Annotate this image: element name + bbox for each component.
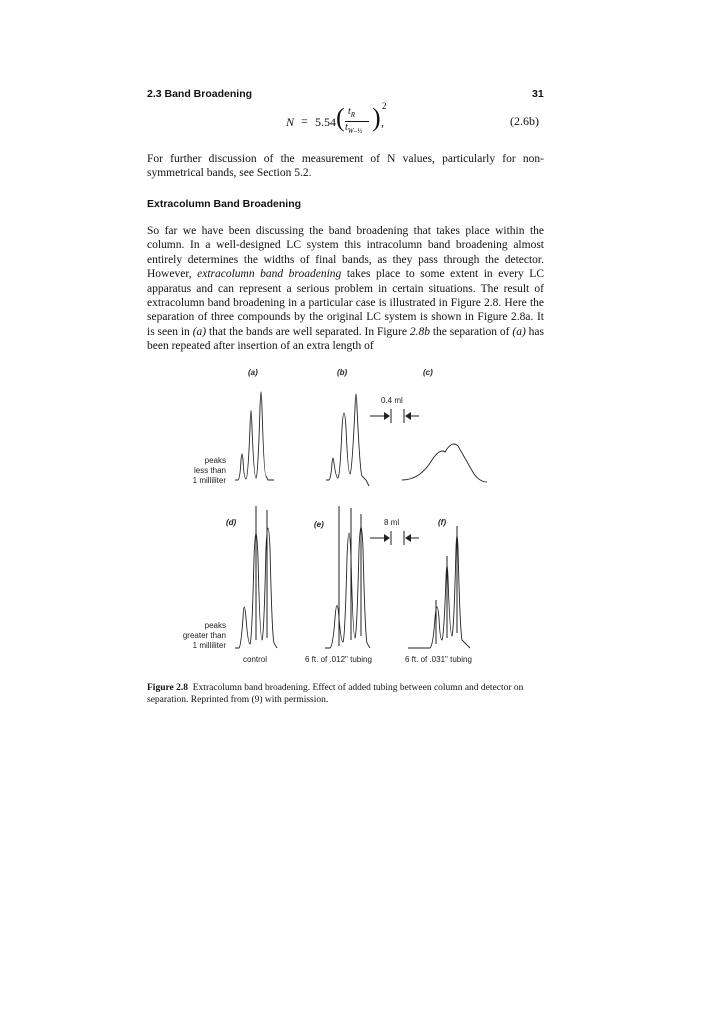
figure-2-8 [140, 368, 560, 678]
chromatogram-e [325, 506, 370, 648]
panel-label-e: (e) [314, 520, 324, 529]
page-number: 31 [532, 88, 544, 100]
column-label-control: control [243, 655, 268, 664]
column-label-031-tubing: 6 ft. of .031" tubing [405, 655, 472, 664]
equation-power: 2 [382, 101, 387, 111]
section-subheading: Extracolumn Band Broadening [147, 198, 302, 210]
equation-coefficient: 5.54 [315, 115, 336, 129]
paragraph-extracolumn: So far we have been discussing the band broadening that takes place within the column. In a well-designed LC system this intracolumn band broadening almost entirely determines the widths of final bands, as they pass through the detector. However, extracolumn band broadening takes place to some extent in every LC apparatus and can represent a serious problem in certain situations. The result of extracolumn band broadening in a particular case is illustrated in Figure 2.8. Here the separation of three compounds by the original LC system is shown in Figure 2.8a. It is seen in (a) that the bands are well separated. In Figure 2.8b the separation of (a) has been repeated after insertion of an extra length of [147, 225, 544, 353]
panel-label-a: (a) [248, 368, 258, 377]
equation-denominator: $t_{W-\frac{1}{2}}$ [345, 122, 363, 135]
scale-marker-8ml [370, 531, 419, 545]
chromatogram-c [402, 444, 487, 482]
row-label-wide: peaks greater than 1 milliliter [182, 621, 226, 650]
chromatogram-a [235, 392, 274, 480]
equation-lhs: N [286, 115, 295, 129]
panel-label-d: (d) [226, 518, 237, 527]
equation-numerator: $t_R$ [348, 106, 356, 119]
left-paren: ( [336, 103, 345, 132]
emphasis-term: extracolumn band broadening [197, 268, 342, 281]
figure-caption [147, 682, 544, 706]
scale-marker-0-4ml [370, 409, 419, 423]
column-label-012-tubing: 6 ft. of .012" tubing [305, 655, 372, 664]
panel-label-f: (f) [438, 518, 446, 527]
equation-trail: , [381, 115, 384, 129]
caption-text: Extracolumn band broadening. Effect of added tubing between column and detector on separation. Reprinted from (9) with permission. [147, 683, 524, 705]
equation-number: (2.6b) [510, 114, 539, 128]
paragraph-measurement: For further discussion of the measurement of N values, particularly for non-symmetrical bands, see Section 5.2. [147, 153, 544, 180]
panel-label-b: (b) [337, 368, 348, 377]
scale-label-0-4ml: 0.4 ml [381, 396, 403, 405]
equation [286, 103, 406, 139]
panel-label-c: (c) [423, 368, 433, 377]
equation-equals: = [301, 114, 308, 128]
scale-label-8ml: 8 ml [384, 518, 400, 527]
chromatogram-d [235, 506, 277, 648]
right-paren: ) [372, 103, 381, 132]
running-header: 2.3 Band Broadening [147, 88, 253, 100]
row-label-narrow: peaks less than 1 milliliter [192, 456, 226, 485]
chromatogram-f [408, 526, 470, 648]
chromatogram-b [326, 394, 369, 486]
caption-label: Figure 2.8 [147, 683, 188, 693]
